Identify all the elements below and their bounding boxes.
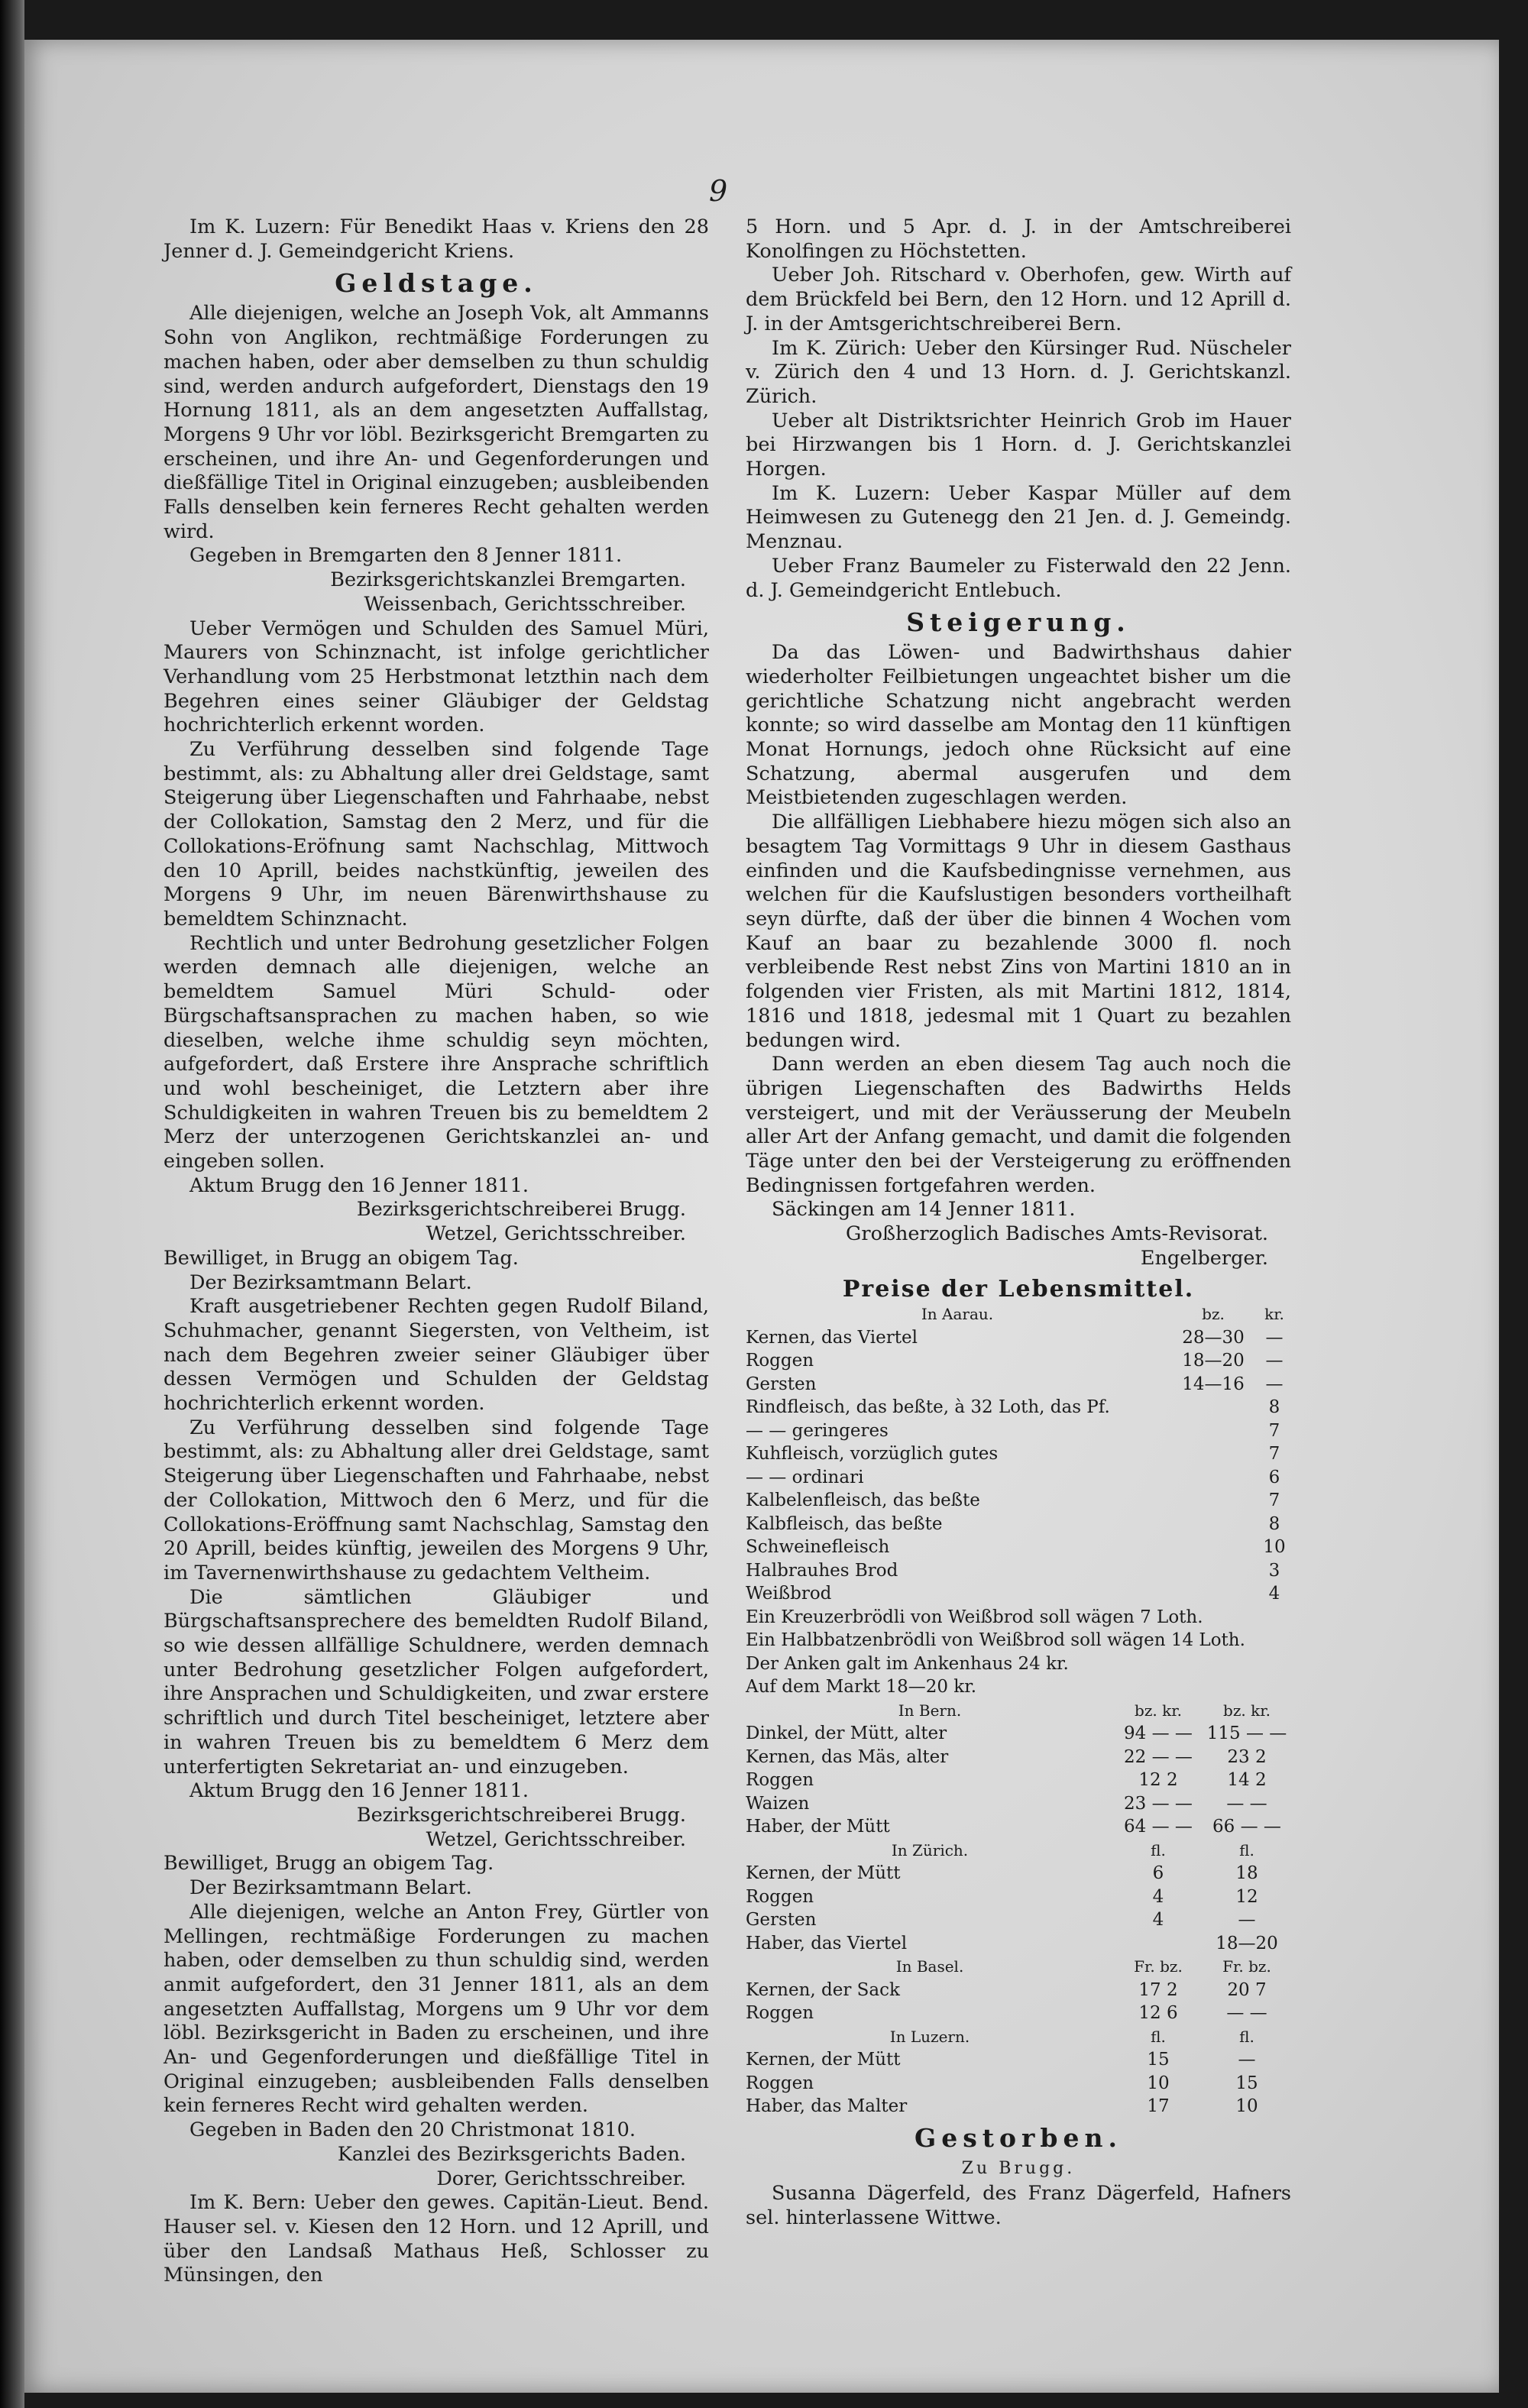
heading-gestorben: Gestorben. [915, 2122, 1122, 2153]
price-value [1169, 1513, 1258, 1536]
price-value: 17 [1147, 2096, 1170, 2117]
price-row [746, 1559, 1291, 1583]
price-item: Weißbrod [746, 1584, 832, 1604]
price-value: — [1265, 1374, 1284, 1394]
price-item: Rindfleisch, das beßte, à 32 Loth, das Pf. [746, 1397, 1110, 1418]
price-value: 12 [1235, 1886, 1258, 1907]
notice-frey: Alle diejenigen, welche an Anton Frey, Gürtler von Mellingen, rechtmäßige Forderungen zu machen haben, oder demselben zu thun schuldig sind, werden anmit aufgefordert, den 31 Jenner 1811, als an dem angesetzten Auffallstag, Morgens um 9 Uhr vor dem löbl. Bezirksgericht in Baden zu erscheinen, und ihre An- und Gegenforderungen und dießfällige Titel in Original einzugeben; ausbleibenden Falls denselben kein ferneres Recht wird gehalten werden. [163, 1900, 709, 2118]
price-item: Kernen, der Mütt [746, 2050, 901, 2070]
bread-note: Ein Halbbatzenbrödli von Weißbrod soll wägen 14 Loth. [746, 1630, 1245, 1651]
signature-name: Weissenbach, Gerichtsschreiber. [364, 592, 686, 616]
notice-zurich: Im K. Zürich: Ueber den Kürsinger Rud. Nüscheler v. Zürich den 4 und 13 Horn. d. J. Gerichtskanzl. Zürich. [746, 336, 1291, 408]
price-value: 17 2 [1138, 1979, 1178, 2000]
price-value: 10 [1263, 1537, 1286, 1558]
prices-title: Preise der Lebensmittel. [842, 1275, 1195, 1303]
dateline-baden: Gegeben in Baden den 20 Christmonat 1810. [189, 2118, 636, 2142]
death-notice: Susanna Dägerfeld, des Franz Dägerfeld, Hafners sel. hinterlassene Wittwe. [746, 2182, 1291, 2230]
price-value: — — [1226, 2003, 1267, 2024]
price-row [746, 1722, 1291, 1746]
notice-mueri-dates: Zu Verführung desselben sind folgende Tage bestimmt, als: zu Abhaltung aller drei Geldstage, samt Steigerung über Liegenschaften und Fahrhaabe, nebst der Collokation, Samstag den 2 Merz, und für die Collokations-Eröfnung samt Nachschlag, Mittwoch den 10 Aprill, beides nachstkünftig, jeweilen des Morgens 9 Uhr, im neuen Bärenwirthshause zu bemeldtem Schinznacht. [163, 738, 709, 931]
left-column [163, 215, 709, 2288]
signature-name: Wetzel, Gerichtsschreiber. [426, 1222, 686, 1246]
notice-bern-hauser: Im K. Bern: Ueber den gewes. Capitän-Lieut. Bend. Hauser sel. v. Kiesen den 12 Horn. und 12 Aprill, und über den Landsaß Mathaus Heß, Schlosser zu Münsingen, den [163, 2191, 709, 2287]
bread-note: Ein Kreuzerbrödli von Weißbrod soll wägen 7 Loth. [746, 1607, 1203, 1627]
price-row [746, 2095, 1291, 2118]
price-value: 7 [1268, 1444, 1280, 1465]
price-item: Dinkel, der Mütt, alter [746, 1723, 947, 1744]
price-value [1169, 1419, 1258, 1443]
price-value: 7 [1268, 1420, 1280, 1441]
price-value: 18 [1235, 1863, 1258, 1884]
notice-mueller: Im K. Luzern: Ueber Kaspar Müller auf dem Heimwesen zu Gutenegg den 21 Jen. d. J. Gemeindg. Menznau. [746, 481, 1291, 554]
price-value [1169, 1582, 1258, 1606]
table-header: In Bern. bz. kr. bz. kr. [898, 1701, 1271, 1720]
price-item: Haber, der Mütt [746, 1817, 890, 1837]
signature-office: Kanzlei des Bezirksgerichts Baden. [337, 2142, 686, 2166]
price-item: Schweinefleisch [746, 1537, 890, 1558]
prices-luzern [746, 2025, 1291, 2118]
price-value: 14—16 [1182, 1374, 1245, 1394]
price-row [746, 1746, 1291, 1769]
price-item: Kernen, der Mütt [746, 1863, 901, 1884]
price-row [746, 1466, 1291, 1490]
table-header: In Basel. Fr. bz. Fr. bz. [895, 1957, 1271, 1976]
approval-signature: Der Bezirksamtmann Belart. [189, 1270, 472, 1294]
price-value: 8 [1268, 1397, 1280, 1418]
price-value: 10 [1235, 2096, 1258, 2117]
price-value [1169, 1442, 1258, 1466]
price-item: Haber, das Malter [746, 2096, 908, 2117]
price-item: Kernen, das Mäs, alter [746, 1746, 949, 1767]
price-item: Kalbfleisch, das beßte [746, 1513, 943, 1534]
price-item: Roggen [746, 1351, 814, 1371]
price-item: Gersten [746, 1374, 817, 1394]
notice-ritschard: Ueber Joh. Ritschard v. Oberhofen, gew. Wirth auf dem Brückfeld bei Bern, den 12 Horn. und 12 Aprill d. J. in der Amtsgerichtschreiberei Bern. [746, 264, 1291, 335]
notice-mueri-summons: Rechtlich und unter Bedrohung gesetzlicher Folgen werden demnach alle diejenigen, welche an bemeldtem Samuel Müri Schuld- oder Bürgschaftsansprachen zu machen haben, so wie dieselben, welche ihme schuldig seyn möchten, aufgefordert, daß Erstere ihre Ansprache schriftlich und wohl bescheiniget, die Letztern aber ihre Schuldigkeiten in wahren Treuen bis zu bemeldtem 2 Merz der unterzogenen Gerichtskanzlei an- und eingeben sollen. [163, 931, 709, 1173]
approval-line-2: Bewilliget, Brugg an obigem Tag. [163, 1852, 494, 1876]
price-value: — [1265, 1327, 1284, 1348]
dateline-saeckingen: Säckingen am 14 Jenner 1811. [772, 1198, 1076, 1222]
notice-baumeler: Ueber Franz Baumeler zu Fisterwald den 22 Jenn. d. J. Gemeindgericht Entlebuch. [746, 554, 1291, 602]
price-row [746, 1862, 1291, 1885]
price-value: 28—30 [1182, 1327, 1245, 1348]
price-item: Roggen [746, 2003, 814, 2024]
price-row [746, 1908, 1291, 1932]
signature-name: Wetzel, Gerichtsschreiber. [426, 1827, 686, 1851]
price-row [746, 1769, 1291, 1792]
price-value: 18—20 [1182, 1351, 1245, 1371]
notice-luzern-haas: Im K. Luzern: Für Benedikt Haas v. Kriens den 28 Jenner d. J. Gemeindgericht Kriens. [163, 215, 709, 263]
price-value: 6 [1152, 1863, 1164, 1884]
price-value: — [1265, 1351, 1284, 1371]
price-row [746, 1582, 1291, 1606]
price-row [746, 1373, 1291, 1397]
price-value: 23 2 [1227, 1746, 1267, 1767]
price-row [746, 1326, 1291, 1350]
price-value: 4 [1268, 1584, 1280, 1604]
signature-office: Bezirksgerichtschreiberei Brugg. [356, 1804, 686, 1827]
table-header: In Luzern. fl. fl. [889, 2027, 1254, 2046]
notice-vok: Alle diejenigen, welche an Joseph Vok, alt Ammanns Sohn von Anglikon, rechtmäßige Forderungen zu machen haben, oder aber demselben zu thun schuldig sind, werden andurch aufgefordert, Dienstags den 19 Hornung 1811, als an dem angesetzten Auffallstag, Morgens 9 Uhr vor löbl. Bezirksgericht Bremgarten zu erscheinen, und ihre An- und Gegenforderungen und dießfällige Titel in Original einzugeben; ausbleibenden Falls denselben kein ferneres Recht gehalten werden wird. [163, 302, 709, 543]
price-value: 4 [1152, 1910, 1164, 1931]
right-column [746, 215, 1291, 2231]
price-row [746, 2002, 1291, 2025]
signature-name: Dorer, Gerichtsschreiber. [436, 2167, 686, 2190]
price-value [1169, 1536, 1258, 1559]
book-spine [0, 0, 24, 2408]
price-value: 8 [1268, 1513, 1280, 1534]
price-value [1169, 1466, 1258, 1490]
price-value: 23 — — [1124, 1793, 1193, 1814]
price-row [746, 1536, 1291, 1559]
notice-mueri: Ueber Vermögen und Schulden des Samuel Müri, Maurers von Schinznacht, ist infolge gerichtlicher Verhandlung vom 25 Herbstmonat letzthin nach dem Begehren eines seiner Gläubiger der Geldstag hochrichterlich erkennt worden. [163, 617, 709, 737]
prices-zurich [746, 1839, 1291, 1956]
price-value: — [1238, 1910, 1256, 1931]
approval-signature-2: Der Bezirksamtmann Belart. [189, 1876, 472, 1900]
signature-name: Engelberger. [1140, 1246, 1268, 1270]
price-row [746, 1419, 1291, 1443]
price-value: 64 — — [1124, 1817, 1193, 1837]
prices-bern [746, 1699, 1291, 1839]
butter-note: Der Anken galt im Ankenhaus 24 kr. [746, 1653, 1069, 1674]
price-value: 6 [1268, 1467, 1280, 1487]
price-item: Halbrauhes Brod [746, 1560, 898, 1581]
price-value: 3 [1268, 1560, 1280, 1581]
price-value: 12 6 [1138, 2003, 1178, 2024]
price-item: Roggen [746, 1886, 814, 1907]
price-row [746, 2072, 1291, 2096]
price-row [746, 1442, 1291, 1466]
price-value: 10 [1147, 2073, 1170, 2093]
price-row [746, 1396, 1291, 1419]
signature-office: Bezirksgerichtskanzlei Bremgarten. [330, 568, 686, 592]
page-number: 9 [709, 174, 728, 208]
price-value: 12 2 [1138, 1770, 1178, 1791]
price-row [746, 1932, 1291, 1956]
price-value [1114, 1932, 1203, 1956]
prices-basel [746, 1955, 1291, 2025]
auction-more: Dann werden an eben diesem Tag auch noch die übrigen Liegenschaften des Badwirths Helds versteigert, und mit der Veräusserung der Meubeln aller Art der Anfang gemacht, und damit die folgenden Täge unter den bei der Versteigerung zu eröffnenden Bedingnissen fortgefahren werden. [746, 1053, 1291, 1197]
heading-steigerung: Steigerung. [906, 607, 1131, 638]
price-value: 22 — — [1124, 1746, 1193, 1767]
notice-biland: Kraft ausgetriebener Rechten gegen Rudolf Biland, Schuhmacher, genannt Siegersten, von Veltheim, ist nach dem Begehren zweier seiner Gläubiger über dessen Vermögen und Schulden der Geldstag hochrichterlich erkennt worden. [163, 1295, 709, 1416]
price-value: — [1238, 2050, 1256, 2070]
heading-geldstage: Geldstage. [335, 268, 538, 299]
price-value: 4 [1152, 1886, 1164, 1907]
notice-biland-dates: Zu Verführung desselben sind folgende Tage bestimmt, als: zu Abhaltung aller drei Geldstage, samt Steigerung über Liegenschaften und Fahrhaabe, nebst der Collokation, Mittwoch den 6 Merz, und für die Collokations-Eröffnung samt Nachschlag, Samstag den 20 Aprill, beides künftig, jeweilen des Morgens 9 Uhr, im Tavernenwirthshause zu gedachtem Veltheim. [163, 1416, 709, 1584]
price-value: 20 7 [1227, 1979, 1267, 2000]
price-value [1169, 1396, 1258, 1419]
notice-continuation: 5 Horn. und 5 Apr. d. J. in der Amtschreiberei Konolfingen zu Höchstetten. [746, 215, 1291, 263]
auction-terms: Die allfälligen Liebhabere hiezu mögen sich also an besagtem Tag Vormittags 9 Uhr in diesem Gasthaus einfinden und die Kaufsbedingnisse vernehmen, aus welchen für die Kaufslustigen besonders vortheilhaft seyn dürfte, daß der über die binnen 4 Wochen vom Kauf an baar zu bezahlende 3000 fl. noch verbleibende Rest nebst Zins von Martini 1810 an in folgenden vier Fristen, als mit Martini 1812, 1814, 1816 und 1818, jedesmal mit 1 Quart zu bezahlen bedungen wird. [746, 811, 1291, 1052]
price-row [746, 1792, 1291, 1816]
price-item: Waizen [746, 1793, 810, 1814]
price-value: 7 [1268, 1490, 1280, 1511]
price-value [1169, 1489, 1258, 1513]
price-item: Kernen, das Viertel [746, 1327, 918, 1348]
price-row [746, 1489, 1291, 1513]
price-value: 15 [1147, 2050, 1170, 2070]
price-row [746, 2048, 1291, 2072]
price-item: Haber, das Viertel [746, 1933, 908, 1953]
price-value: 94 — — [1124, 1723, 1193, 1744]
table-header: In Zürich. fl. fl. [891, 1840, 1254, 1859]
price-row [746, 1513, 1291, 1536]
signature-office: Bezirksgerichtschreiberei Brugg. [356, 1198, 686, 1222]
notice-grob: Ueber alt Distriktsrichter Heinrich Grob im Hauer bei Hirzwangen bis 1 Horn. d. J. Gerichtskanzlei Horgen. [746, 409, 1291, 481]
price-row [746, 1979, 1291, 2002]
price-row [746, 1885, 1291, 1909]
notice-biland-summons: Die sämtlichen Gläubiger und Bürgschaftsansprechere des bemeldten Rudolf Biland, so wie dessen allfällige Schuldnere, werden demnach unter Bedrohung gesetzlicher Folgen aufgefordert, ihre Ansprachen und Schuldigkeiten, und zwar erstere schriftlich und durch Titel bescheiniget, letztere aber in wahren Treuen bis zu bemeldtem 6 Merz dem unterfertigten Sekretariat an- und einzugeben. [163, 1585, 709, 1778]
price-item: Roggen [746, 1770, 814, 1791]
price-row [746, 1815, 1291, 1839]
table-header: In Aarau. bz. kr. [921, 1305, 1284, 1324]
auction-notice: Da das Löwen- und Badwirthshaus dahier wiederholter Feilbietungen ungeachtet bisher um die gerichtliche Schatzung nicht angebracht werden konnte; so wird dasselbe am Montag den 11 künftigen Monat Hornungs, jedoch ohne Rücksicht auf eine Schatzung, abermal ausgerufen und dem Meistbietenden zugeschlagen werden. [746, 641, 1291, 810]
price-value [1169, 1559, 1258, 1583]
signature-office: Großherzoglich Badisches Amts-Revisorat. [846, 1222, 1268, 1246]
dateline-brugg: Aktum Brugg den 16 Jenner 1811. [189, 1173, 529, 1197]
price-value: 14 2 [1227, 1770, 1267, 1791]
price-value: 15 [1235, 2073, 1258, 2093]
dateline-bremgarten: Gegeben in Bremgarten den 8 Jenner 1811. [189, 544, 623, 568]
price-item: Roggen [746, 2073, 814, 2093]
price-item: Kernen, der Sack [746, 1979, 900, 2000]
price-item: Gersten [746, 1910, 817, 1931]
price-item: — — ordinari [746, 1467, 864, 1487]
price-item: Kuhfleisch, vorzüglich gutes [746, 1444, 999, 1465]
price-item: — — geringeres [746, 1420, 889, 1441]
death-place: Zu Brugg. [961, 2158, 1076, 2178]
dateline-brugg-2: Aktum Brugg den 16 Jenner 1811. [189, 1779, 529, 1803]
price-value: — — [1226, 1793, 1267, 1814]
price-value: 115 — — [1206, 1723, 1287, 1744]
price-value: 66 — — [1212, 1817, 1281, 1837]
approval-line: Bewilliget, in Brugg an obigem Tag. [163, 1246, 519, 1270]
price-item: Kalbelenfleisch, das beßte [746, 1490, 980, 1511]
price-row [746, 1349, 1291, 1373]
market-note: Auf dem Markt 18—20 kr. [746, 1677, 977, 1698]
price-value: 18—20 [1216, 1933, 1278, 1953]
prices-aarau [746, 1303, 1291, 1699]
